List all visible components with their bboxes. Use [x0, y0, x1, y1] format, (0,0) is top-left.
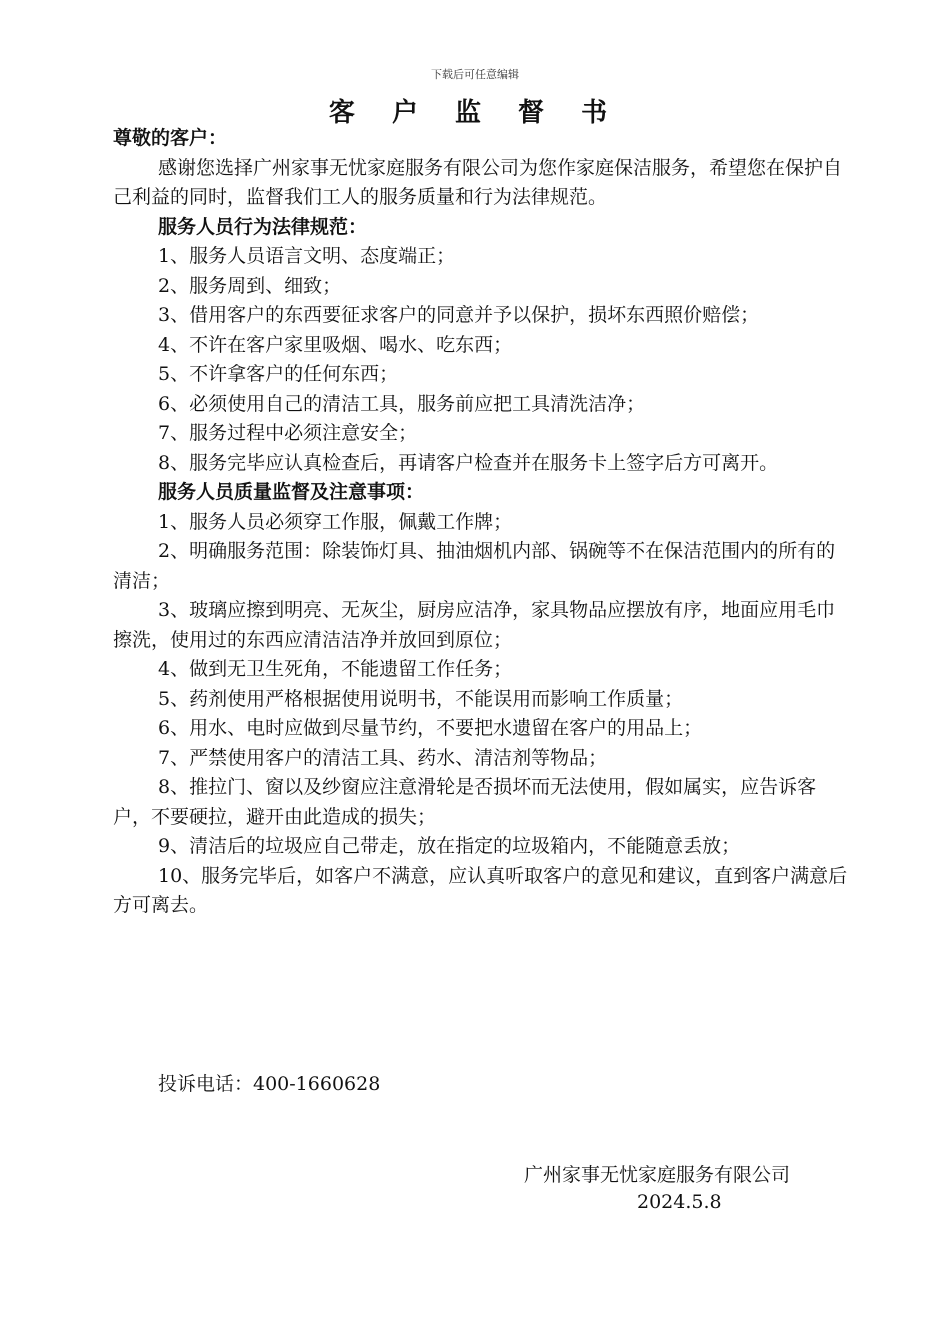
quality-item: 10、服务完毕后，如客户不满意，应认真听取客户的意见和建议，直到客户满意后方可离去。 — [113, 864, 848, 916]
quality-item: 1、服务人员必须穿工作服，佩戴工作牌； — [158, 510, 513, 533]
conduct-item: 7、服务过程中必须注意安全； — [158, 422, 418, 444]
quality-item: 3、玻璃应擦到明亮、无灰尘，厨房应洁净，家具物品应摆放有序，地面应用毛巾擦洗，使用过的东西应清洁洁净并放回到原位； — [113, 599, 836, 651]
quality-item: 8、推拉门、窗以及纱窗应注意滑轮是否损坏而无法使用，假如属实，应告诉客户，不要硬拉，避开由此造成的损失； — [113, 776, 817, 828]
quality-item: 5、药剂使用严格根据使用说明书，不能误用而影响工作质量； — [158, 687, 684, 710]
conduct-item: 5、不许拿客户的任何东西； — [158, 363, 399, 385]
quality-item: 6、用水、电时应做到尽量节约，不要把水遗留在客户的用品上； — [158, 717, 703, 739]
section-heading-conduct: 服务人员行为法律规范： — [158, 215, 368, 238]
intro-paragraph: 感谢您选择广州家事无忧家庭服务有限公司为您作家庭保洁服务，希望您在保护自己利益的同时，监督我们工人的服务质量和行为法律规范。 — [113, 156, 843, 208]
conduct-item: 3、借用客户的东西要征求客户的同意并予以保护，损坏东西照价赔偿； — [158, 304, 760, 326]
document-title: 客 户 监 督 书 — [328, 98, 622, 128]
conduct-item: 1、服务人员语言文明、态度端正； — [158, 245, 456, 267]
conduct-item: 2、服务周到、细致； — [158, 274, 342, 297]
document-date: 2024.5.8 — [637, 1191, 722, 1213]
header-note: 下载后可任意编辑 — [431, 68, 519, 81]
quality-item: 2、明确服务范围：除装饰灯具、抽油烟机内部、锅碗等不在保洁范围内的所有的清洁； — [113, 540, 836, 592]
conduct-item: 8、服务完毕应认真检查后，再请客户检查并在服务卡上签字后方可离开。 — [158, 451, 779, 474]
quality-item: 7、严禁使用客户的清洁工具、药水、清洁剂等物品； — [158, 746, 608, 769]
company-signature: 广州家事无忧家庭服务有限公司 — [524, 1164, 791, 1186]
quality-item: 9、清洁后的垃圾应自己带走，放在指定的垃圾箱内，不能随意丢放； — [158, 835, 741, 857]
document-body — [113, 124, 851, 921]
section-heading-quality: 服务人员质量监督及注意事项： — [158, 481, 425, 503]
quality-item: 4、做到无卫生死角，不能遗留工作任务； — [158, 658, 513, 680]
salutation: 尊敬的客户： — [113, 127, 228, 149]
complaint-phone: 投诉电话：400-1660628 — [158, 1073, 381, 1095]
conduct-item: 6、必须使用自己的清洁工具，服务前应把工具清洗洁净； — [158, 392, 646, 415]
conduct-item: 4、不许在客户家里吸烟、喝水、吃东西； — [158, 333, 513, 356]
